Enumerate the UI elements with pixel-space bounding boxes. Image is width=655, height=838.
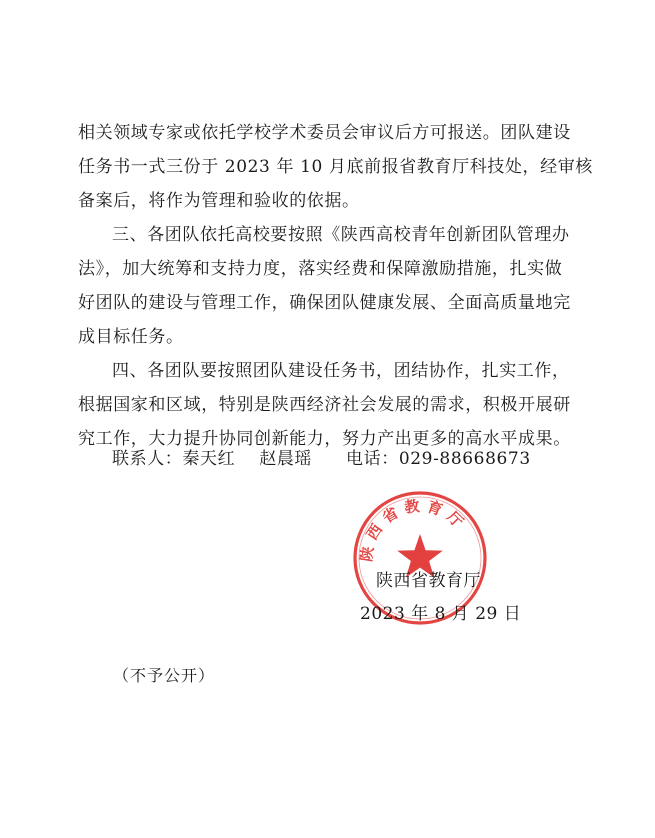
paragraph-line: 相关领域专家或依托学校学术委员会审议后方可报送。团队建设 — [78, 123, 571, 143]
paragraph-line: 好团队的建设与管理工作，确保团队健康发展、全面高质量地完 — [78, 293, 571, 313]
phone-label: 电话： — [346, 449, 399, 469]
issue-date: 2023 年 8 月 29 日 — [360, 604, 522, 624]
paragraph-line: 备案后，将作为管理和验收的依据。 — [78, 191, 360, 211]
issuer-name: 陕西省教育厅 — [376, 571, 481, 591]
phone-number: 029-88668673 — [398, 449, 531, 469]
paragraph-line: 根据国家和区域，特别是陕西经济社会发展的需求，积极开展研 — [78, 395, 571, 415]
contact-names: 秦天红 赵晨瑶 — [182, 449, 313, 469]
paragraph-line: 任务书一式三份于 2023 年 10 月底前报省教育厅科技处，经审核 — [78, 157, 593, 177]
paragraph-line: 成目标任务。 — [78, 327, 184, 347]
paragraph-line: 四、各团队要按照团队建设任务书，团结协作，扎实工作， — [112, 361, 570, 381]
svg-text:陕西省教育厅: 陕西省教育厅 — [357, 496, 472, 563]
contact-label: 联系人： — [112, 449, 183, 469]
contact-line — [112, 442, 531, 476]
disclosure-note: （不予公开） — [113, 666, 216, 685]
paragraph-line: 三、各团队依托高校要按照《陕西高校青年创新团队管理办 — [112, 225, 570, 245]
paragraph-line: 究工作，大力提升协同创新能力，努力产出更多的高水平成果。 — [78, 429, 571, 449]
document-body — [78, 116, 593, 456]
paragraph-line: 法》，加大统筹和支持力度，落实经费和保障激励措施，扎实做 — [78, 259, 563, 279]
